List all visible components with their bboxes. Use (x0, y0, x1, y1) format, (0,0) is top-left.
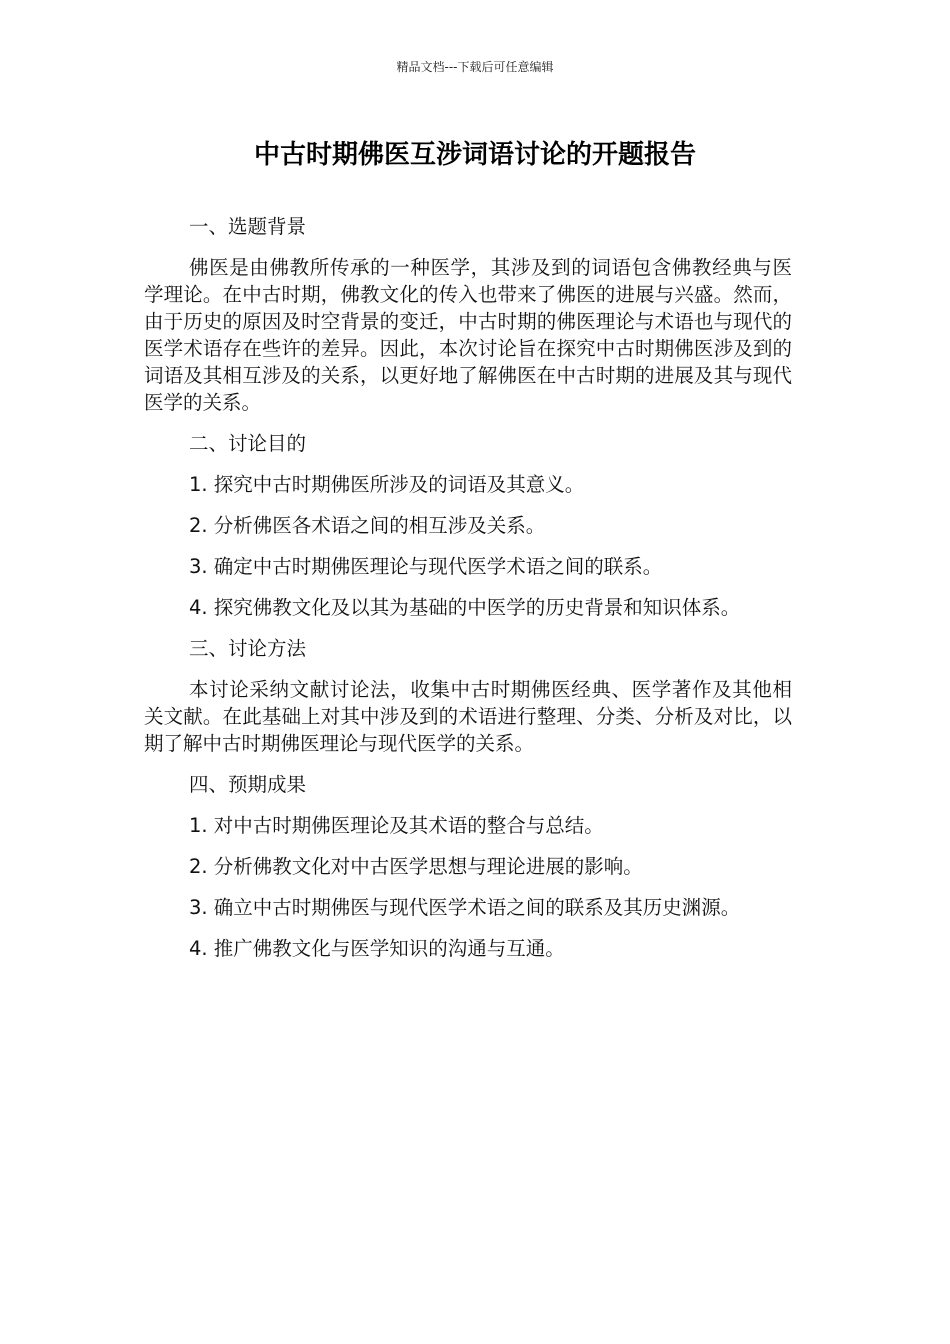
section-heading-background: 一、选题背景 (189, 215, 307, 238)
document-title: 中古时期佛医互涉词语讨论的开题报告 (253, 140, 696, 170)
method-paragraph: 本讨论采纳文献讨论法，收集中古时期佛医经典、医学著作及其他相关文献。在此基础上对其中涉及到的术语进行整理、分类、分析及对比，以期了解中古时期佛医理论与现代医学的关系。 (144, 678, 792, 755)
section-heading-method: 三、讨论方法 (189, 637, 307, 660)
purpose-item: 4. 探究佛教文化及以其为基础的中医学的历史背景和知识体系。 (189, 596, 741, 619)
purpose-item: 3. 确定中古时期佛医理论与现代医学术语之间的联系。 (189, 555, 663, 578)
outcome-item: 3. 确立中古时期佛医与现代医学术语之间的联系及其历史渊源。 (189, 896, 741, 919)
header-note: 精品文档---下载后可任意编辑 (396, 60, 554, 74)
purpose-item: 2. 分析佛医各术语之间的相互涉及关系。 (189, 514, 546, 537)
section-heading-purpose: 二、讨论目的 (189, 432, 307, 455)
section-heading-outcomes: 四、预期成果 (189, 773, 307, 796)
background-paragraph: 佛医是由佛教所传承的一种医学，其涉及到的词语包含佛教经典与医学理论。在中古时期，佛教文化的传入也带来了佛医的进展与兴盛。然而，由于历史的原因及时空背景的变迁，中古时期的佛医理论与术语也与现代的医学术语存在些许的差异。因此，本次讨论旨在探究中古时期佛医涉及到的词语及其相互涉及的关系，以更好地了解佛医在中古时期的进展及其与现代医学的关系。 (144, 256, 792, 414)
outcome-item: 1. 对中古时期佛医理论及其术语的整合与总结。 (189, 814, 604, 837)
outcome-item: 2. 分析佛教文化对中古医学思想与理论进展的影响。 (189, 855, 643, 878)
purpose-item: 1. 探究中古时期佛医所涉及的词语及其意义。 (189, 473, 585, 496)
outcome-item: 4. 推广佛教文化与医学知识的沟通与互通。 (189, 937, 565, 960)
document-body (144, 213, 792, 976)
